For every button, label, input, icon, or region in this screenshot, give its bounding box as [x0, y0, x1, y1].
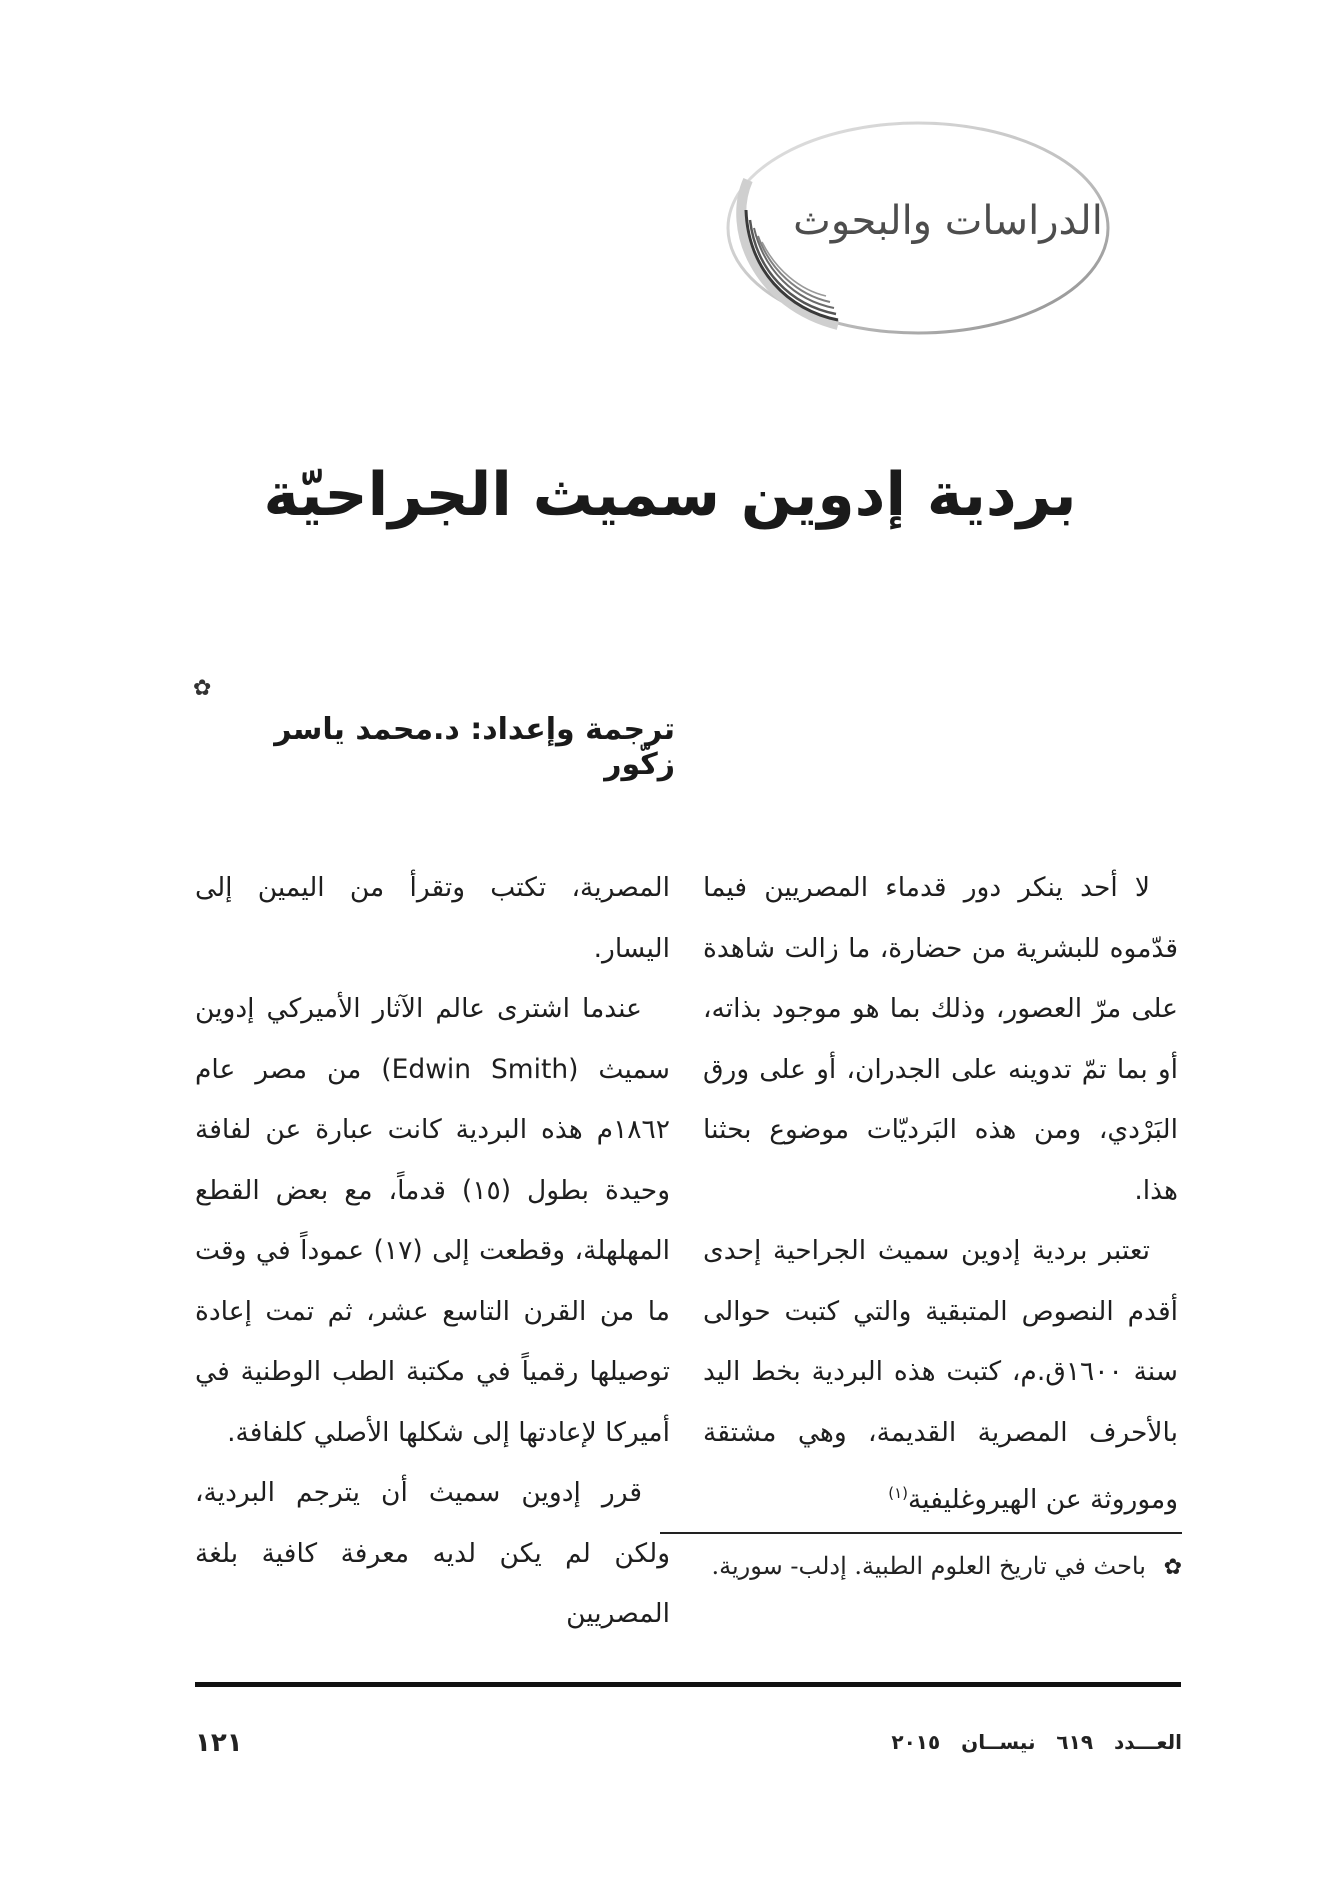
- issue-year: ٢٠١٥: [891, 1730, 941, 1754]
- issue-number: ٦١٩: [1056, 1730, 1094, 1754]
- issue-info: [860, 1730, 1182, 1754]
- section-label: الدراسات والبحوث: [793, 198, 1103, 244]
- paragraph: لا أحد ينكر دور قدماء المصريين فيما قدّموه للبشرية من حضارة، ما زالت شاهدة على مرّ العصور، وذلك بما هو موجود بذاته، أو بما تمّ تدوينه على الجدران، أو على ورق البَرْدي، ومن هذه البَرديّات موضوع بحثنا هذا.: [703, 872, 1178, 1206]
- paragraph: [703, 1221, 1178, 1530]
- footnote-divider: [660, 1532, 1182, 1534]
- article-column-left: [195, 858, 670, 1645]
- footnote-reference: (١): [888, 1484, 908, 1502]
- section-logo: [718, 120, 1138, 350]
- footer-divider: [195, 1682, 1181, 1687]
- article-column-right: [703, 858, 1178, 1530]
- author-footnote: [640, 1552, 1182, 1580]
- paragraph-text: تعتبر بردية إدوين سميث الجراحية إحدى أقدم النصوص المتبقية والتي كتبت حوالى سنة ١٦٠٠ق.م، كتبت هذه البردية بخط اليد بالأحرف المصرية القديمة، وهي مشتقة وموروثة عن الهيروغليفية: [703, 1235, 1178, 1515]
- author-marker: ✿: [193, 676, 212, 701]
- paragraph: قرر إدوين سميث أن يترجم البردية، ولكن لم يكن لديه معرفة كافية بلغة المصريين: [195, 1477, 670, 1629]
- paragraph: المصرية، تكتب وتقرأ من اليمين إلى اليسار.: [195, 872, 670, 964]
- page-number: ١٢١: [195, 1728, 243, 1758]
- article-title: بردية إدوين سميث الجراحيّة: [263, 460, 1077, 530]
- issue-label: العـــدد: [1114, 1730, 1182, 1754]
- footnote-marker: ✿: [1163, 1555, 1182, 1580]
- paragraph: عندما اشترى عالم الآثار الأميركي إدوين سميث (Edwin Smith) من مصر عام ١٨٦٢م هذه البردية كانت عبارة عن لفافة وحيدة بطول (١٥) قدماً، مع بعض القطع المهلهلة، وقطعت إلى (١٧) عموداً في وقت ما من القرن التاسع عشر، ثم تمت إعادة توصيلها رقمياً في مكتبة الطب الوطنية في أميركا لإعادتها إلى شكلها الأصلي كلفافة.: [195, 993, 671, 1448]
- footnote-text: باحث في تاريخ العلوم الطبية. إدلب- سورية.: [711, 1552, 1146, 1580]
- author-byline: ترجمة وإعداد: د.محمد ياسر زكّور: [274, 712, 675, 782]
- issue-month: نيســان: [961, 1730, 1036, 1754]
